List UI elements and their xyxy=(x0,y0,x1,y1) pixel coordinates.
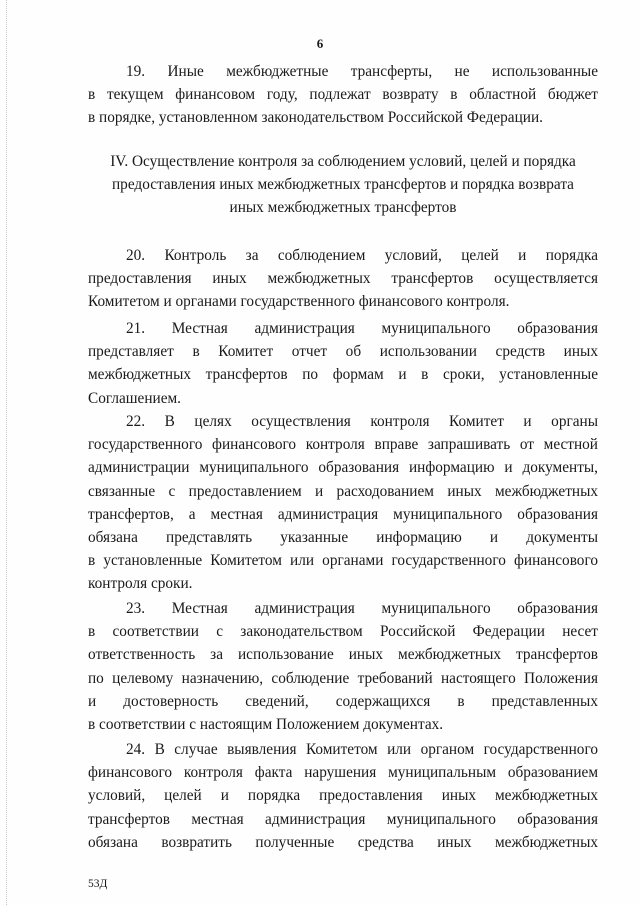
paragraph-line: Соглашением. xyxy=(88,389,182,407)
paragraph-20 xyxy=(88,244,598,314)
paragraph-line: Комитетом и органами государственного финансового контроля. xyxy=(88,293,510,311)
paragraph-line: по целевому назначению, соблюдение требований настоящего Положения xyxy=(88,669,598,687)
paragraph-line: трансфертов местная администрация муниципального образования xyxy=(88,810,598,828)
footer-code: 53Д xyxy=(88,878,108,890)
paragraph-line: 21. Местная администрация муниципального образования xyxy=(126,320,598,337)
paragraph-24 xyxy=(88,738,598,854)
paragraph-line: 19. Иные межбюджетные трансферты, не использованные xyxy=(126,63,598,80)
paragraph-line: 24. В случае выявления Комитетом или органом государственного xyxy=(126,741,598,758)
paragraph-line: межбюджетных трансфертов по формам и в сроки, установленные xyxy=(88,366,598,384)
paragraph-line: ответственность за использование иных межбюджетных трансфертов xyxy=(88,646,598,664)
paragraph-line: в установленные Комитетом или органами государственного финансового xyxy=(88,552,598,570)
heading-line: предоставления иных межбюджетных трансфертов и порядка возврата xyxy=(112,176,574,194)
paragraph-line: 22. В целях осуществления контроля Комитет и органы xyxy=(126,413,598,430)
paragraph-line: предоставления иных межбюджетных трансфертов осуществляется xyxy=(88,270,598,288)
paragraph-line: в порядке, установленном законодательством Российской Федерации. xyxy=(88,109,543,127)
paragraph-line: 23. Местная администрация муниципального образования xyxy=(126,600,598,617)
paragraph-line: связанные с предоставлением и расходованием иных межбюджетных xyxy=(88,482,598,500)
page-number: 6 xyxy=(316,36,324,51)
paragraph-22 xyxy=(88,410,598,596)
paragraph-23 xyxy=(88,597,598,736)
paragraph-line: представляет в Комитет отчет об использовании средств иных xyxy=(88,343,598,361)
paragraph-line: в соответствии с настоящим Положением документах. xyxy=(88,716,444,734)
paragraph-line: в соответствии с законодательством Российской Федерации несет xyxy=(88,623,598,641)
heading-line: иных межбюджетных трансфертов xyxy=(229,199,457,217)
paragraph-line: трансфертов, а местная администрация муниципального образования xyxy=(88,505,598,523)
paragraph-line: и достоверность сведений, содержащихся в представленных xyxy=(88,692,598,710)
paragraph-19 xyxy=(88,60,598,130)
section-heading xyxy=(76,150,610,220)
paragraph-21 xyxy=(88,317,598,410)
paragraph-line: 20. Контроль за соблюдением условий, целей и порядка xyxy=(126,247,598,264)
paragraph-line: государственного финансового контроля вправе запрашивать от местной xyxy=(88,436,598,454)
paragraph-line: контроля сроки. xyxy=(88,575,193,593)
heading-line: IV. Осуществление контроля за соблюдением условий, целей и порядка xyxy=(110,153,576,170)
paragraph-line: обязана представлять указанные информацию и документы xyxy=(88,529,598,547)
paragraph-line: в текущем финансовом году, подлежат возврату в областной бюджет xyxy=(88,86,598,104)
paragraph-line: условий, целей и порядка предоставления иных межбюджетных xyxy=(88,787,598,805)
paragraph-line: администрации муниципального образования информацию и документы, xyxy=(88,459,598,477)
scan-edge xyxy=(6,0,8,905)
paragraph-line: финансового контроля факта нарушения муниципальным образованием xyxy=(88,764,598,782)
paragraph-line: обязана возвратить полученные средства иных межбюджетных xyxy=(88,833,598,851)
